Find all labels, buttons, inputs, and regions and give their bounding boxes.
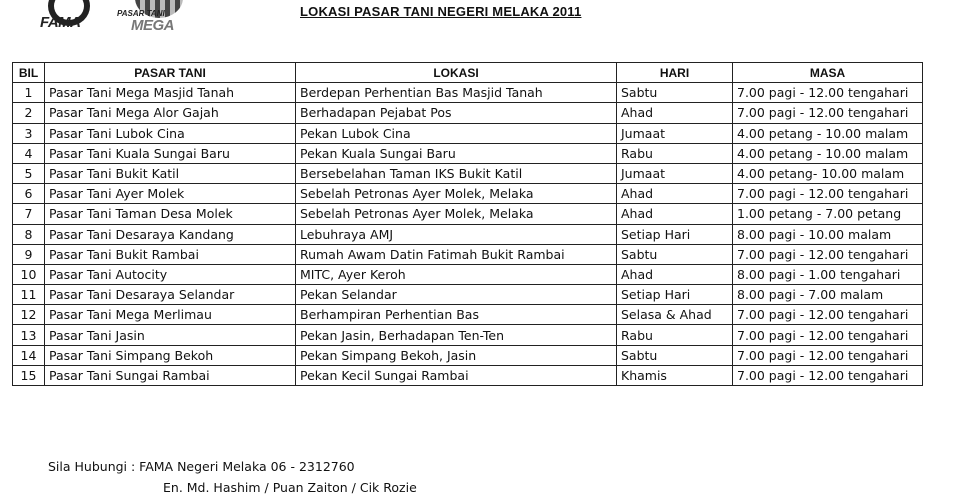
cell-masa: 7.00 pagi - 12.00 tengahari	[733, 184, 923, 204]
cell-masa: 4.00 petang - 10.00 malam	[733, 143, 923, 163]
cell-hari: Ahad	[617, 103, 733, 123]
cell-pasar-tani: Pasar Tani Desaraya Kandang	[45, 224, 296, 244]
cell-lokasi: Bersebelahan Taman IKS Bukit Katil	[296, 163, 617, 183]
table-row	[13, 163, 923, 183]
cell-masa: 7.00 pagi - 12.00 tengahari	[733, 244, 923, 264]
cell-pasar-tani: Pasar Tani Bukit Katil	[45, 163, 296, 183]
cell-pasar-tani: Pasar Tani Desaraya Selandar	[45, 285, 296, 305]
pasar-tani-mega-logo	[117, 0, 187, 34]
table-row	[13, 143, 923, 163]
table-row	[13, 103, 923, 123]
cell-lokasi: Sebelah Petronas Ayer Molek, Melaka	[296, 204, 617, 224]
cell-masa: 7.00 pagi - 12.00 tengahari	[733, 305, 923, 325]
table-row	[13, 264, 923, 284]
cell-pasar-tani: Pasar Tani Simpang Bekoh	[45, 345, 296, 365]
pasar-tani-table	[12, 62, 923, 386]
cell-masa: 1.00 petang - 7.00 petang	[733, 204, 923, 224]
column-header-masa: MASA	[733, 63, 923, 83]
cell-pasar-tani: Pasar Tani Ayer Molek	[45, 184, 296, 204]
cell-masa: 7.00 pagi - 12.00 tengahari	[733, 325, 923, 345]
column-header-pasar-tani: PASAR TANI	[45, 63, 296, 83]
cell-lokasi: Berdepan Perhentian Bas Masjid Tanah	[296, 83, 617, 103]
table-row	[13, 345, 923, 365]
cell-pasar-tani: Pasar Tani Bukit Rambai	[45, 244, 296, 264]
cell-masa: 8.00 pagi - 7.00 malam	[733, 285, 923, 305]
cell-lokasi: Pekan Lubok Cina	[296, 123, 617, 143]
cell-lokasi: Pekan Kecil Sungai Rambai	[296, 365, 617, 385]
cell-masa: 4.00 petang- 10.00 malam	[733, 163, 923, 183]
cell-pasar-tani: Pasar Tani Mega Alor Gajah	[45, 103, 296, 123]
cell-masa: 7.00 pagi - 12.00 tengahari	[733, 365, 923, 385]
cell-lokasi: Pekan Kuala Sungai Baru	[296, 143, 617, 163]
cell-masa: 8.00 pagi - 10.00 malam	[733, 224, 923, 244]
cell-pasar-tani: Pasar Tani Lubok Cina	[45, 123, 296, 143]
table-row	[13, 285, 923, 305]
contact-line: Sila Hubungi : FAMA Negeri Melaka 06 - 2312760	[48, 459, 355, 474]
table-row	[13, 224, 923, 244]
cell-bil: 9	[13, 244, 45, 264]
cell-bil: 4	[13, 143, 45, 163]
cell-bil: 7	[13, 204, 45, 224]
cell-lokasi: Rumah Awam Datin Fatimah Bukit Rambai	[296, 244, 617, 264]
cell-hari: Rabu	[617, 143, 733, 163]
table-row	[13, 365, 923, 385]
cell-hari: Sabtu	[617, 244, 733, 264]
table-row	[13, 325, 923, 345]
cell-hari: Ahad	[617, 184, 733, 204]
cell-lokasi: Lebuhraya AMJ	[296, 224, 617, 244]
table-row	[13, 184, 923, 204]
cell-bil: 15	[13, 365, 45, 385]
fama-logo-text: FAMA	[40, 14, 81, 31]
cell-lokasi: Sebelah Petronas Ayer Molek, Melaka	[296, 184, 617, 204]
cell-hari: Khamis	[617, 365, 733, 385]
cell-hari: Sabtu	[617, 83, 733, 103]
cell-bil: 12	[13, 305, 45, 325]
cell-bil: 2	[13, 103, 45, 123]
column-header-lokasi: LOKASI	[296, 63, 617, 83]
mega-logo-small-text: PASAR TANI	[117, 9, 165, 18]
cell-pasar-tani: Pasar Tani Sungai Rambai	[45, 365, 296, 385]
cell-lokasi: Berhadapan Pejabat Pos	[296, 103, 617, 123]
cell-bil: 6	[13, 184, 45, 204]
cell-bil: 5	[13, 163, 45, 183]
document-title: LOKASI PASAR TANI NEGERI MELAKA 2011	[300, 4, 582, 19]
cell-pasar-tani: Pasar Tani Jasin	[45, 325, 296, 345]
cell-pasar-tani: Pasar Tani Mega Masjid Tanah	[45, 83, 296, 103]
cell-pasar-tani: Pasar Tani Autocity	[45, 264, 296, 284]
cell-bil: 10	[13, 264, 45, 284]
cell-lokasi: Pekan Selandar	[296, 285, 617, 305]
fama-logo	[34, 0, 104, 30]
cell-hari: Ahad	[617, 204, 733, 224]
cell-masa: 4.00 petang - 10.00 malam	[733, 123, 923, 143]
cell-pasar-tani: Pasar Tani Taman Desa Molek	[45, 204, 296, 224]
mega-logo-big-text: MEGA	[131, 17, 174, 34]
table-row	[13, 305, 923, 325]
table-header-row	[13, 63, 923, 83]
table-row	[13, 83, 923, 103]
cell-bil: 3	[13, 123, 45, 143]
cell-bil: 1	[13, 83, 45, 103]
cell-lokasi: Berhampiran Perhentian Bas	[296, 305, 617, 325]
cell-masa: 7.00 pagi - 12.00 tengahari	[733, 83, 923, 103]
cell-bil: 11	[13, 285, 45, 305]
cell-bil: 8	[13, 224, 45, 244]
cell-lokasi: Pekan Simpang Bekoh, Jasin	[296, 345, 617, 365]
cell-hari: Setiap Hari	[617, 285, 733, 305]
cell-lokasi: MITC, Ayer Keroh	[296, 264, 617, 284]
cell-pasar-tani: Pasar Tani Kuala Sungai Baru	[45, 143, 296, 163]
cell-masa: 8.00 pagi - 1.00 tengahari	[733, 264, 923, 284]
cell-masa: 7.00 pagi - 12.00 tengahari	[733, 345, 923, 365]
cell-masa: 7.00 pagi - 12.00 tengahari	[733, 103, 923, 123]
cell-bil: 13	[13, 325, 45, 345]
cell-pasar-tani: Pasar Tani Mega Merlimau	[45, 305, 296, 325]
cell-hari: Jumaat	[617, 123, 733, 143]
contact-names: En. Md. Hashim / Puan Zaiton / Cik Rozie	[163, 480, 417, 495]
cell-hari: Sabtu	[617, 345, 733, 365]
cell-hari: Rabu	[617, 325, 733, 345]
cell-hari: Jumaat	[617, 163, 733, 183]
cell-hari: Setiap Hari	[617, 224, 733, 244]
cell-lokasi: Pekan Jasin, Berhadapan Ten-Ten	[296, 325, 617, 345]
table-row	[13, 123, 923, 143]
table-row	[13, 244, 923, 264]
cell-hari: Ahad	[617, 264, 733, 284]
cell-bil: 14	[13, 345, 45, 365]
cell-hari: Selasa & Ahad	[617, 305, 733, 325]
column-header-hari: HARI	[617, 63, 733, 83]
table-row	[13, 204, 923, 224]
column-header-bil: BIL	[13, 63, 45, 83]
